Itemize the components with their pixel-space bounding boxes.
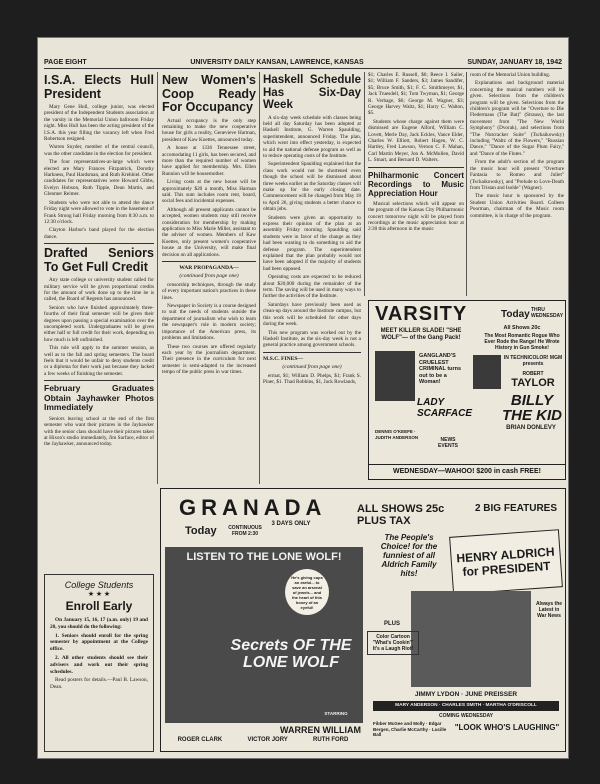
article-paragraph: censorship techniques, through the study of every important nation's practices in these lines. <box>162 281 256 301</box>
article-paragraph: A six-day week schedule with classes being held all day Saturday has been adopted at Haskell Institute, G. Warren Spaulding, superintendent, announced Friday. The plan, which went into effect yesterday, is expected to aid the national defense program as well as to reduce operating costs of the Institute. <box>263 114 361 159</box>
varsity-all-shows: All Shows 20c <box>503 325 541 331</box>
article-paragraph: Superintendent Spaulding explained that the class work would not be shortened even though the school will be dismissed about three weeks earlier as the Saturday classes will make up for the early closing date. Commencement will be changed from May 18 to April 26, giving students a better chance to obtain jobs. <box>263 161 361 213</box>
varsity-news: NEWS EVENTS <box>437 437 458 449</box>
notice-title: College Students <box>64 580 134 590</box>
article-paragraph: Living costs at the new house will be approximately $20 a month, Miss Harman said. This sum includes room rent, board, social fees and incidental expenses. <box>162 179 256 205</box>
continued-note: (continued from page one) <box>179 273 239 280</box>
notice-item-1: 1. Seniors should enroll for the spring semester by appointment at the College office. <box>50 632 148 653</box>
article-paragraph: The music hour is sponsored by the Student Union Activities Board. Colleen Poorman, chairman of the Music room committee, is in charge of the program. <box>470 193 564 219</box>
cast-member: ROGER CLARK <box>177 737 223 743</box>
headline-philharmonic: Philharmonic Concert Recordings to Music Appreciation Hour <box>368 170 464 198</box>
subhead-msc-fines: M.S.C. FINES— <box>263 355 304 362</box>
article-paragraph: Although all present applicants cannot be accepted, women students may still receive consideration for membership by making application to Miss Marie Miller, assistant to the adviser of women. Members of Kaw Koettes, only present women's cooperative house at the University, will make final decision on all applications. <box>162 206 256 258</box>
notice-footer: Read posters for details.—Paul B. Lawson, Dean. <box>50 677 148 691</box>
article-paragraph: From the adult's section of the program the music hour will present "Overture Fantasia to Romeo and Juliet" (Tschaikowsky), and "Prelude to Love-Death from Tristan and Isolde" (Wagner). <box>470 159 564 191</box>
article-paragraph: Any state college or university student called for military service will be given proportional credits for the amount of work done up to the time he is called, the Board of Regents has announced. <box>44 277 154 303</box>
article-paragraph: Seniors leaving school at the end of the first semester who want their pictures in the Jayhawker with the senior class should have their pictures taken at Hixon's studio immediately, Jim Surface, editor of the Jayhawker, announced today. <box>44 415 154 448</box>
divider <box>368 167 464 168</box>
notice-intro: On January 15, 16, 17 (a.m. only) 19 and 20, you should do the following: <box>50 617 148 630</box>
film-lady-scarface: LADY SCARFACE <box>417 397 473 419</box>
column-1 <box>44 72 154 572</box>
star-first-name: ROBERT <box>522 371 544 377</box>
varsity-promo: The Most Romantic Rogue Who Ever Rode the Range! He Wrote History in Gun Smoke! <box>484 333 560 351</box>
article-paragraph: Students whose charge against them were dismissed are Eugene Alford, William C. Lovett, Merle Day, Jack Eckles, Vance Elder, Charles W. Elliott, Robert Hagen, W. C. Hartley, Fred Lawson, Vernon C. F. Mahan, Carl Martin Meyer, Jon A. McMullen, David L. Smart, and Bernard D. Walters. <box>368 118 464 164</box>
article-paragraph: Seniors who have finished approximately three-fourths of their final semester will be given their degrees upon passing a special examination over the uncompleted work. Undergraduates will be given either half or full credit for their work, depending on how much is left unfinished. <box>44 304 154 343</box>
paper-title: UNIVERSITY DAILY KANSAN, LAWRENCE, KANSAS <box>190 58 364 66</box>
film-secrets-of-the-lone-wolf: Secrets OF THE LONE WOLF <box>230 637 352 671</box>
star-name: TAYLOR <box>511 377 555 389</box>
article-paragraph: Students were given an opportunity to express their opinion of the plan at an assembly Friday morning. Spaulding said students were in favor of the change as they had been wanting to do something to aid the defense program. The superintendent explained that the plan probably would not have been adopted if the majority of students had been opposed. <box>263 214 361 272</box>
varsity-thru: THRU WEDNESDAY <box>531 307 564 319</box>
starring-label: STARRING <box>324 711 348 716</box>
coming-wednesday: COMING WEDNESDAY <box>439 713 493 719</box>
cast-member: RUTH FORD <box>313 737 349 743</box>
article-paragraph: Newspaper in Society is a course designed to suit the needs of students outside the department of journalism who wish to learn the newspaper's role in modern society; importance of the American press, its problems and limitations. <box>162 303 256 342</box>
technicolor-label: IN TECHNICOLOR! MGM presents <box>503 355 563 367</box>
article-paragraph: Warren Snyder, member of the central council, was the other candidate in the election for president. <box>44 144 154 157</box>
article-paragraph: A house at 1336 Tennessee street, accomodating 11 girls, has been secured, and more than the required number of women have applied for membership. Mrs. Ellen Runnion will be housemother. <box>162 145 256 177</box>
article-paragraph: This new program was worked out by the Haskell Institute, as the six-day week is not a general practice among government schools. <box>263 329 361 349</box>
lone-wolf-lead: WARREN WILLIAM <box>280 725 361 735</box>
page-number: PAGE EIGHT <box>44 58 87 66</box>
article-paragraph: $1; Charles E. Russell, $6; Reece I. Sailer, $1; William F. Sanders, $3; James Sandifer, $5; Bruce Smith, $1; F. C. Smithmeyer, $1, Jack Truesdell, $1; Tom Twyman, $1; George R. Verhage, $6; George M. Wagner, $3; George Harvey Waltz, $1; Harry C. Walton, $5. <box>368 72 464 117</box>
film-billy-the-kid: BILLY THE KID <box>502 392 562 424</box>
robert-taylor-portrait <box>473 355 501 389</box>
column-rule <box>157 72 158 484</box>
lone-wolf-listen: LISTEN TO THE LONE WOLF! <box>186 551 342 563</box>
granada-continuous: CONTINUOUS FROM 2:30 <box>228 525 262 537</box>
film-look-whos-laughing: "LOOK WHO'S LAUGHING" <box>454 723 560 732</box>
divider <box>44 243 154 244</box>
headline-drafted-seniors: Drafted Seniors To Get Full Credit <box>44 246 154 274</box>
article-paragraph: room of the Memorial Union building. <box>470 72 551 78</box>
continued-note: (continued from page one) <box>282 364 342 371</box>
headline-haskell: Haskell Schedule Has Six-Day Week <box>263 74 361 111</box>
article-paragraph: Operating costs are expected to be reduced about $20,000 during the remainder of the term. The saving will be used in many ways to further the activities of the Institute. <box>263 274 361 300</box>
column-rule <box>364 72 365 296</box>
notice-stars: ★ ★ ★ <box>87 590 111 598</box>
article-paragraph: Clayton Harbur's band played for the election dance. <box>44 227 154 240</box>
varsity-today: Today <box>501 309 530 320</box>
granada-today: Today <box>185 525 217 537</box>
newspaper-page <box>38 38 568 758</box>
varsity-theater-ad <box>368 300 566 480</box>
granada-price: ALL SHOWS 25c PLUS TAX <box>357 503 445 527</box>
article-paragraph: This rule will apply to the summer session, as well as to the fall and spring semesters. The board feels that it would be unfair to deny students credit or a diploma for their work just because they lacked a few weeks of finishing the semester. <box>44 345 154 377</box>
varsity-wednesday-promo: WEDNESDAY—WAHOO! $200 in cash FREE! <box>369 464 565 479</box>
article-paragraph: These two courses are offered regularly each year by the journalism department. Their presence in the curriculum for next semester is semi-adapted to the increased tempo of the public press in war times. <box>162 343 256 376</box>
cartoon-whats-cookin: Color Cartoon "What's Cookin'" It's a Laugh Riot! <box>367 631 419 655</box>
henry-aldrich-cast: MARY ANDERSON · CHARLES SMITH · MARTHA O'DRISCOLL <box>373 701 559 711</box>
varsity-tagline-1: MEET KILLER SLADE! "SHE WOLF"— of the Gang Pack! <box>380 328 462 341</box>
notice-item-2: 2. All other students should see their advisers and work out their spring schedules. <box>50 654 148 675</box>
granada-features: 2 BIG FEATURES <box>474 503 558 514</box>
column-5 <box>470 72 564 296</box>
henry-aldrich-lead: JIMMY LYDON · JUNE PREISSER <box>414 691 518 698</box>
henry-aldrich-photo <box>411 591 531 687</box>
divider <box>162 261 256 262</box>
granada-days: 3 DAYS ONLY <box>271 521 311 527</box>
article-paragraph: ermat, $1; William D. Phelps, $1; Frank S. Piner, $1. Thad Robbins, $1, Jack Rowlands, <box>263 372 361 385</box>
divider <box>44 380 154 381</box>
masthead <box>44 56 562 69</box>
column-2 <box>162 72 256 482</box>
lady-scarface-portrait <box>375 351 415 401</box>
headline-february-graduates: February Graduates Obtain Jayhawker Photos Immediately <box>44 383 154 413</box>
war-news-label: Always the Latest in War News <box>535 601 563 619</box>
varsity-tagline-2: GANGLAND'S CRUELEST CRIMINAL turns out to be a Woman! <box>419 353 462 385</box>
costar-name: BRIAN DONLEVY <box>506 425 556 431</box>
article-paragraph: Students who were not able to attend the dance Friday night were allowed to vote in the basement of Frank Strong hall Friday morning from 8:30 a.m. to 12:30 o'clock. <box>44 199 154 225</box>
peoples-choice: The People's Choice! for the funniest of all Aldrich Family hits! <box>380 533 438 578</box>
lone-wolf-artwork <box>165 547 363 723</box>
column-rule <box>259 72 260 484</box>
film-henry-aldrich: HENRY ALDRICH for PRESIDENT <box>449 529 563 595</box>
article-paragraph: Musical selections which will appear on the program of the Kansas City Philharmonic concert tomorrow night will be played from recordings at the music appreciation hour at 2:30 this afternoon in the music <box>368 200 464 233</box>
lone-wolf-speech-bubble: He's giving cops an earful... to save an arsenal of jewels... and the heart of this honey of an eyeful! <box>285 569 329 615</box>
cast-member: VICTOR JORY <box>247 737 288 743</box>
lady-scarface-cast: DENNIS O'KEEFE · JUDITH ANDERSON <box>375 429 419 440</box>
plus-label: PLUS <box>383 621 400 627</box>
column-rule <box>466 72 467 296</box>
notice-heading: Enroll Early <box>65 599 133 613</box>
headline-womens-coop: New Women's Coop Ready For Occupancy <box>162 73 256 114</box>
issue-date: SUNDAY, JANUARY 18, 1942 <box>467 58 562 66</box>
column-4 <box>368 72 464 296</box>
article-paragraph: The four representatives-at-large which were elected are Mary Frances Fitzpatrick, Dorothy Harkness, Paul Hardsman, and Ruth Krehbiel. Other candidates for representatives were Howard Gibbs, Evelyn Hobson, Ruth Tippie, Dean Martin, and Glenmer Reimer. <box>44 159 154 198</box>
article-paragraph: Actual occupancy is the only step remaining to make the new cooperative house for girls a reality, Genevieve Harman, president of Kaw Koettes, announced today. <box>162 117 256 143</box>
look-whos-laughing-cast: Fibber McGee and Molly · Edgar Bergen, Charlie McCarthy · Lucille Ball <box>373 721 447 737</box>
headline-isa: I.S.A. Elects Hull President <box>44 73 154 101</box>
granada-theater-ad <box>160 488 566 752</box>
enroll-early-notice <box>44 574 154 752</box>
subhead-war-propaganda: WAR PROPAGANDA— <box>179 265 239 272</box>
varsity-name: VARSITY <box>375 303 468 325</box>
article-paragraph: Saturdays have previously been used as clean-up days around the Institute campus, but this work will be scheduled for other days during the week. <box>263 301 361 328</box>
divider <box>263 352 361 353</box>
article-paragraph: Explanations and background material concerning the musical numbers will be given. Selections from the children's program will be given. Selections from the children's program will be "Overture to Die Fledermaus (The Bat)" (Strauss), the last movement from "The New World Symphony" (Dvorak), and selections from "The Nutcracker Suite" (Tschaikowsky) including "Waltz of the Flowers," "Russian Dance," "Dance of the Sugar Plum Fairy," and "Dance of the Flutes." <box>470 80 564 157</box>
column-3 <box>263 72 361 482</box>
granada-name: GRANADA <box>179 495 327 520</box>
lone-wolf-cast <box>165 737 361 743</box>
article-paragraph: Mary Gene Hull, college junior, was elected president of the Independent Students association at the varsity in the Memorial Union ballroom Friday night. Miss Hull has been the acting president of the I.S.A. this year filling the vacancy left when Fred Robertson resigned. <box>44 104 154 143</box>
